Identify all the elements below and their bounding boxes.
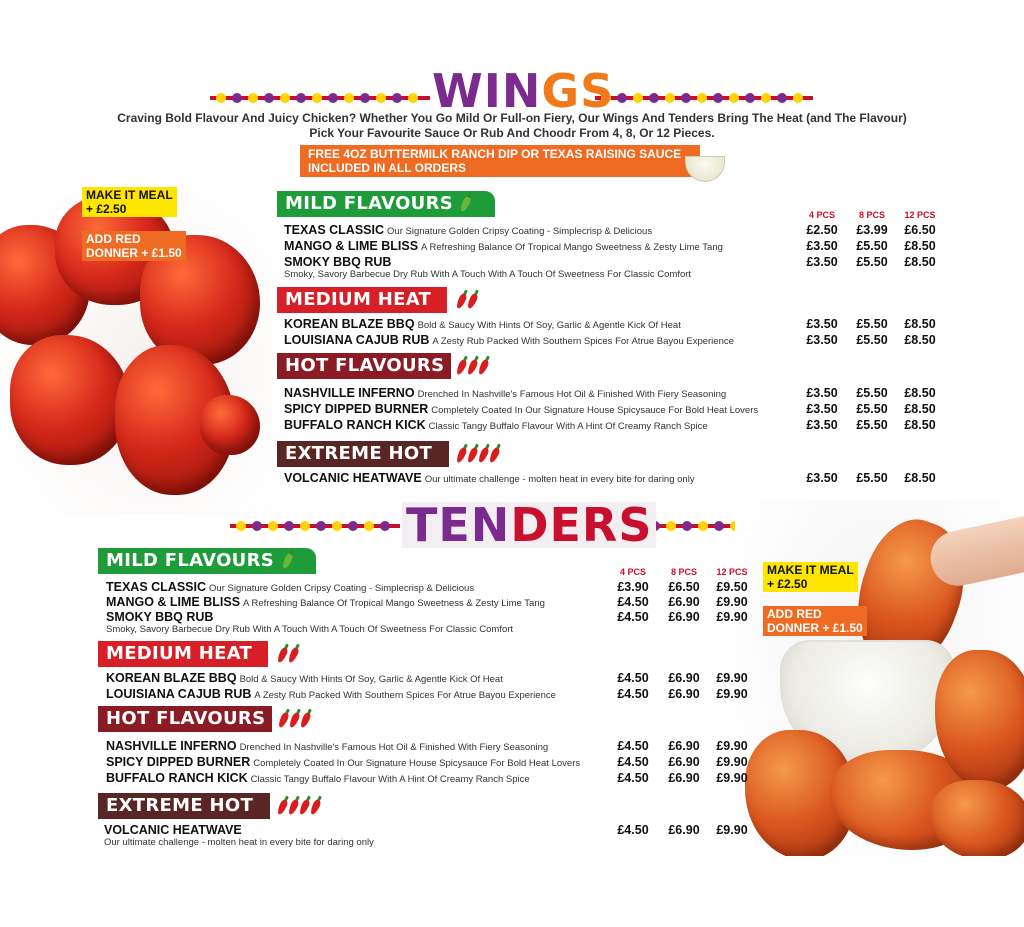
price-4pcs: £3.90 <box>617 580 649 594</box>
price-12pcs: £9.90 <box>716 739 748 753</box>
wings-title <box>432 64 615 118</box>
wings-section-hot-label: HOT FLAVOURS <box>285 355 445 376</box>
divider-dot <box>216 93 226 103</box>
divider-dot <box>380 521 390 531</box>
item-desc: Our ultimate challenge - molten heat in every bite for daring only <box>104 837 374 848</box>
tenders-section-extreme-label: EXTREME HOT <box>106 795 254 816</box>
price-12pcs: £6.50 <box>904 223 936 237</box>
tenders-col-header-4: 4 PCS <box>619 567 646 577</box>
divider-dot <box>284 521 294 531</box>
divider-dot <box>296 93 306 103</box>
wings-section-mild-label: MILD FLAVOURS <box>285 193 454 214</box>
divider-dot <box>666 521 676 531</box>
price-8pcs: £5.50 <box>856 386 888 400</box>
chili-icon <box>277 711 290 728</box>
item-desc: Classic Tangy Buffalo Flavour With A Hint Of Creamy Ranch Spice <box>428 421 708 432</box>
wings-item-row <box>284 401 758 417</box>
divider-dot <box>392 93 402 103</box>
divider-dot <box>316 521 326 531</box>
dip-cup-icon <box>685 156 725 182</box>
divider-dot <box>268 521 278 531</box>
price-8pcs: £6.90 <box>668 755 700 769</box>
wings-donner-line2: DONNER + £1.50 <box>86 246 182 260</box>
item-desc: Drenched In Nashville's Famous Hot Oil & Finished With Fiery Seasoning <box>417 389 727 400</box>
divider-dot <box>665 93 675 103</box>
item-name: NASHVILLE INFERNO <box>284 386 415 400</box>
item-name: VOLCANIC HEATWAVE <box>104 823 242 837</box>
item-desc: A Refreshing Balance Of Tropical Mango Sweetness & Zesty Lime Tang <box>243 598 545 609</box>
item-desc: A Zesty Rub Packed With Southern Spices For Atrue Bayou Experience <box>254 690 556 701</box>
price-8pcs: £3.99 <box>856 223 888 237</box>
chili-icon <box>299 711 312 728</box>
chili-icon <box>287 646 300 663</box>
price-12pcs: £9.90 <box>716 755 748 769</box>
chili-icon <box>477 446 490 463</box>
wings-intro-line2: Pick Your Favourite Sauce Or Rub And Choodr From 4, 8, Or 12 Pieces. <box>309 126 715 140</box>
item-name: TEXAS CLASSIC <box>106 580 207 594</box>
tenders-title-part2: DERS <box>510 498 653 552</box>
divider-dot <box>332 521 342 531</box>
tenders-section-hot-label: HOT FLAVOURS <box>106 708 266 729</box>
price-12pcs: £9.90 <box>716 610 748 624</box>
divider-dot <box>312 93 322 103</box>
tenders-item-row <box>106 770 530 786</box>
price-4pcs: £3.50 <box>806 317 838 331</box>
item-name: SPICY DIPPED BURNER <box>284 402 429 416</box>
wings-section-medium-label: MEDIUM HEAT <box>285 289 432 310</box>
price-4pcs: £4.50 <box>617 739 649 753</box>
item-desc: Bold & Saucy With Hints Of Soy, Garlic & Agentle Kick Of Heat <box>417 320 681 331</box>
chili-icon <box>288 711 301 728</box>
price-8pcs: £6.50 <box>668 580 700 594</box>
wings-col-header-12: 12 PCS <box>904 210 936 220</box>
price-8pcs: £6.90 <box>668 771 700 785</box>
chili-icon <box>455 292 468 309</box>
item-name: MANGO & LIME BLISS <box>106 595 241 609</box>
wings-section-medium <box>277 287 447 313</box>
price-4pcs: £4.50 <box>617 610 649 624</box>
price-8pcs: £6.90 <box>668 671 700 685</box>
item-desc: Smoky, Savory Barbecue Dry Rub With A Touch With A Touch Of Sweetness For Classic Comfort <box>284 269 692 280</box>
wings-title-part1: WIN <box>432 64 542 118</box>
item-desc: Our ultimate challenge - molten heat in every bite for daring only <box>424 474 695 485</box>
chili-icon <box>455 358 468 375</box>
price-12pcs: £8.50 <box>904 255 936 269</box>
divider-dot <box>713 93 723 103</box>
item-desc: Our Signature Golden Cripsy Coating - Simplecrisp & Delicious <box>387 226 653 237</box>
wings-title-part2: GS <box>541 64 615 118</box>
item-name: VOLCANIC HEATWAVE <box>284 471 422 485</box>
wings-section-hot <box>277 353 451 379</box>
chili-icon <box>455 446 468 463</box>
item-desc: A Zesty Rub Packed With Southern Spices For Atrue Bayou Experience <box>432 336 734 347</box>
price-4pcs: £4.50 <box>617 771 649 785</box>
divider-dot <box>328 93 338 103</box>
wings-meal-line1: MAKE IT MEAL <box>86 188 173 202</box>
price-4pcs: £4.50 <box>617 671 649 685</box>
price-12pcs: £8.50 <box>904 471 936 485</box>
item-desc: Completely Coated In Our Signature House Spicysauce For Bold Heat Lovers <box>431 405 759 416</box>
tenders-col-header-12: 12 PCS <box>716 567 748 577</box>
divider-dot <box>376 93 386 103</box>
item-name: SMOKY BBQ RUB <box>106 610 214 624</box>
price-4pcs: £2.50 <box>806 223 838 237</box>
tenders-item-row <box>104 822 242 838</box>
tenders-item-row <box>106 670 503 686</box>
chili-icon <box>298 798 311 815</box>
item-desc: Bold & Saucy With Hints Of Soy, Garlic & Agentle Kick Of Heat <box>239 674 503 685</box>
chili-icon <box>466 292 479 309</box>
price-12pcs: £9.90 <box>716 687 748 701</box>
price-8pcs: £5.50 <box>856 333 888 347</box>
tenders-item-row <box>106 738 548 754</box>
price-12pcs: £8.50 <box>904 333 936 347</box>
price-8pcs: £5.50 <box>856 418 888 432</box>
price-4pcs: £3.50 <box>806 333 838 347</box>
price-12pcs: £8.50 <box>904 239 936 253</box>
wings-divider-left <box>210 96 430 100</box>
price-8pcs: £5.50 <box>856 239 888 253</box>
tenders-meal-line2: + £2.50 <box>767 577 808 591</box>
divider-dot <box>252 521 262 531</box>
price-4pcs: £3.50 <box>806 402 838 416</box>
price-8pcs: £6.90 <box>668 595 700 609</box>
item-name: BUFFALO RANCH KICK <box>106 771 248 785</box>
tenders-donner-badge <box>763 606 867 636</box>
divider-dot <box>344 93 354 103</box>
wings-item-row <box>284 222 652 238</box>
divider-dot <box>714 521 724 531</box>
wings-item-row <box>284 332 734 348</box>
tenders-section-medium <box>98 641 268 667</box>
price-8pcs: £6.90 <box>668 739 700 753</box>
tenders-section-mild-label: MILD FLAVOURS <box>106 550 275 571</box>
price-8pcs: £6.90 <box>668 610 700 624</box>
divider-dot <box>236 521 246 531</box>
tenders-item-row <box>106 754 580 770</box>
tenders-meal-badge <box>763 562 858 592</box>
wings-meal-line2: + £2.50 <box>86 202 127 216</box>
wings-intro-line1: Craving Bold Flavour And Juicy Chicken? Whether You Go Mild Or Full-on Fiery, Our Wings And Tenders Bring The Heat (and The Flavour) <box>117 111 907 125</box>
item-desc: A Refreshing Balance Of Tropical Mango Sweetness & Zesty Lime Tang <box>421 242 723 253</box>
divider-dot <box>697 93 707 103</box>
price-8pcs: £5.50 <box>856 402 888 416</box>
tenders-item-row <box>106 609 213 625</box>
chili-icon <box>466 358 479 375</box>
wings-item-row <box>284 316 681 332</box>
wings-item-row <box>284 470 695 486</box>
price-8pcs: £6.90 <box>668 823 700 837</box>
price-8pcs: £5.50 <box>856 471 888 485</box>
price-12pcs: £9.90 <box>716 595 748 609</box>
wings-donner-badge <box>82 231 186 261</box>
divider-dot <box>681 93 691 103</box>
tenders-title <box>402 498 656 552</box>
divider-dot <box>248 93 258 103</box>
wings-item-row <box>284 417 708 433</box>
wings-meal-badge <box>82 187 177 217</box>
tenders-col-header-8: 8 PCS <box>670 567 697 577</box>
wings-item-row <box>284 254 391 270</box>
divider-dot <box>761 93 771 103</box>
price-4pcs: £4.50 <box>617 823 649 837</box>
price-4pcs: £4.50 <box>617 687 649 701</box>
tenders-meal-line1: MAKE IT MEAL <box>767 563 854 577</box>
chili-icon <box>287 798 300 815</box>
divider-dot <box>777 93 787 103</box>
tenders-divider-left <box>230 524 400 528</box>
price-12pcs: £9.90 <box>716 671 748 685</box>
tenders-item-row <box>106 686 556 702</box>
price-4pcs: £3.50 <box>806 239 838 253</box>
wings-col-header-8: 8 PCS <box>858 210 885 220</box>
divider-dot <box>682 521 692 531</box>
wings-divider-right <box>595 96 813 100</box>
divider-dot <box>729 93 739 103</box>
free-dip-line1: FREE 4OZ BUTTERMILK RANCH DIP OR TEXAS RAISING SAUCE <box>308 147 682 161</box>
divider-dot <box>232 93 242 103</box>
price-4pcs: £3.50 <box>806 386 838 400</box>
free-dip-line2: INCLUDED IN ALL ORDERS <box>308 161 467 175</box>
price-12pcs: £9.50 <box>716 580 748 594</box>
divider-dot <box>617 93 627 103</box>
item-name: BUFFALO RANCH KICK <box>284 418 426 432</box>
price-4pcs: £3.50 <box>806 471 838 485</box>
wings-col-header-4: 4 PCS <box>808 210 835 220</box>
divider-dot <box>793 93 803 103</box>
divider-dot <box>649 93 659 103</box>
item-name: LOUISIANA CAJUB RUB <box>284 333 430 347</box>
chili-icon <box>466 446 479 463</box>
divider-dot <box>300 521 310 531</box>
item-desc: Our Signature Golden Cripsy Coating - Simplecrisp & Delicious <box>209 583 475 594</box>
price-4pcs: £3.50 <box>806 418 838 432</box>
price-4pcs: £4.50 <box>617 595 649 609</box>
divider-dot <box>408 93 418 103</box>
wings-intro <box>80 111 944 141</box>
price-8pcs: £6.90 <box>668 687 700 701</box>
tenders-section-hot <box>98 706 272 732</box>
item-name: SPICY DIPPED BURNER <box>106 755 251 769</box>
wings-section-extreme <box>277 441 449 467</box>
item-name: KOREAN BLAZE BBQ <box>284 317 415 331</box>
item-desc: Completely Coated In Our Signature House Spicysauce For Bold Heat Lovers <box>253 758 581 769</box>
divider-dot <box>264 93 274 103</box>
price-8pcs: £5.50 <box>856 317 888 331</box>
chili-icon <box>488 446 501 463</box>
divider-dot <box>348 521 358 531</box>
divider-dot <box>745 93 755 103</box>
divider-dot <box>364 521 374 531</box>
chili-icon <box>309 798 322 815</box>
tenders-donner-line2: DONNER + £1.50 <box>767 621 863 635</box>
divider-dot <box>698 521 708 531</box>
divider-dot <box>633 93 643 103</box>
wings-donner-line1: ADD RED <box>86 232 141 246</box>
price-8pcs: £5.50 <box>856 255 888 269</box>
item-desc: Drenched In Nashville's Famous Hot Oil & Finished With Fiery Seasoning <box>239 742 549 753</box>
tenders-title-part1: TEN <box>406 498 511 552</box>
price-12pcs: £8.50 <box>904 317 936 331</box>
item-name: NASHVILLE INFERNO <box>106 739 237 753</box>
free-dip-banner <box>300 145 700 177</box>
item-desc: Smoky, Savory Barbecue Dry Rub With A Touch With A Touch Of Sweetness For Classic Comfort <box>106 624 514 635</box>
item-name: LOUISIANA CAJUB RUB <box>106 687 252 701</box>
tenders-item-row <box>106 594 545 610</box>
item-name: SMOKY BBQ RUB <box>284 255 392 269</box>
tenders-donner-line1: ADD RED <box>767 607 822 621</box>
price-12pcs: £9.90 <box>716 771 748 785</box>
tenders-item-row <box>106 579 474 595</box>
wings-item-row <box>284 238 723 254</box>
tenders-section-medium-label: MEDIUM HEAT <box>106 643 253 664</box>
item-name: KOREAN BLAZE BBQ <box>106 671 237 685</box>
wings-item-row <box>284 385 726 401</box>
tenders-photo <box>735 500 1024 856</box>
item-desc: Classic Tangy Buffalo Flavour With A Hint Of Creamy Ranch Spice <box>250 774 530 785</box>
divider-dot <box>280 93 290 103</box>
item-name: TEXAS CLASSIC <box>284 223 385 237</box>
divider-dot <box>360 93 370 103</box>
chili-icon <box>276 798 289 815</box>
tenders-section-extreme <box>98 793 270 819</box>
item-name: MANGO & LIME BLISS <box>284 239 419 253</box>
wings-section-extreme-label: EXTREME HOT <box>285 443 433 464</box>
price-12pcs: £8.50 <box>904 402 936 416</box>
price-4pcs: £4.50 <box>617 755 649 769</box>
price-12pcs: £8.50 <box>904 386 936 400</box>
chili-icon <box>477 358 490 375</box>
price-12pcs: £8.50 <box>904 418 936 432</box>
chili-icon <box>276 646 289 663</box>
price-4pcs: £3.50 <box>806 255 838 269</box>
price-12pcs: £9.90 <box>716 823 748 837</box>
